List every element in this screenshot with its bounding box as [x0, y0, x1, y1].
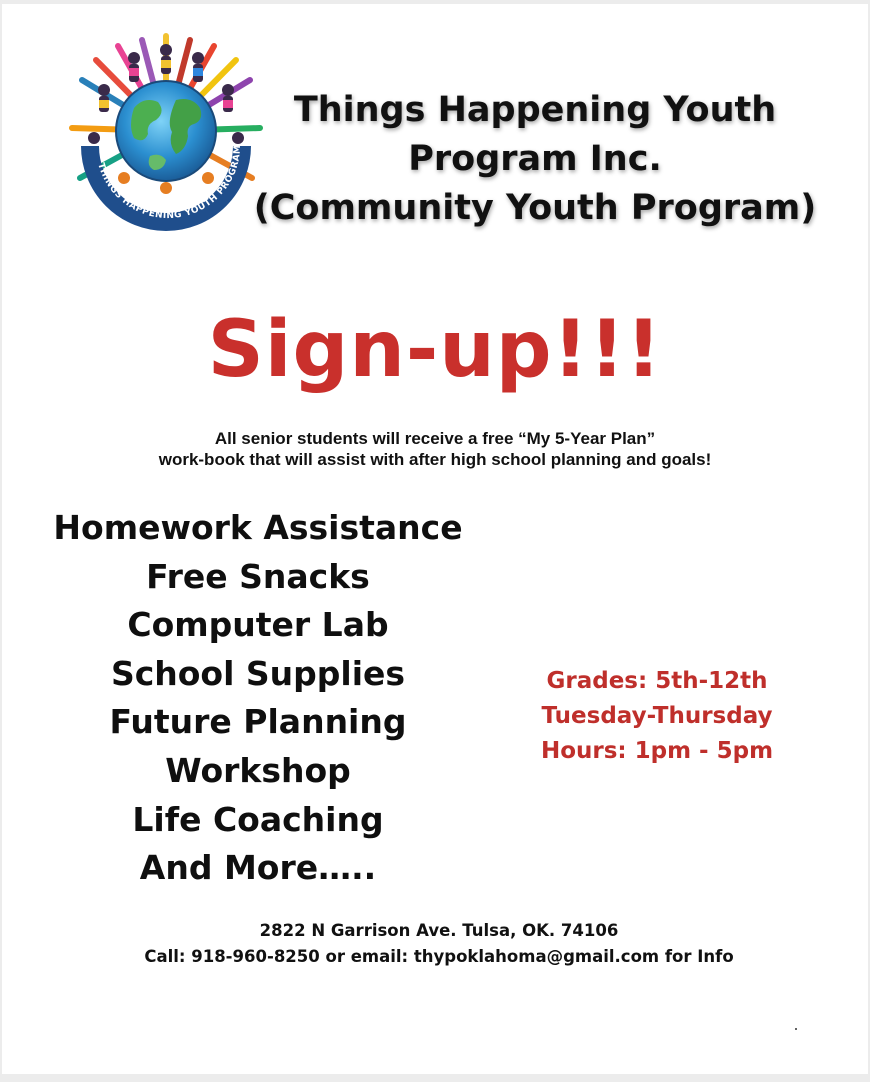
org-title-line-3: (Community Youth Program): [253, 188, 817, 228]
service-item: Future Planning: [109, 702, 407, 742]
senior-students-note: [2, 428, 868, 470]
service-item: Life Coaching: [132, 799, 384, 839]
services-list: [10, 504, 506, 893]
logo-ring-text: THINGS HAPPENING YOUTH PROGRAM: [95, 144, 244, 222]
service-item: And More…..: [139, 848, 377, 888]
hours-text: Hours: 1pm - 5pm: [540, 738, 774, 764]
org-title-line-2: Program Inc.: [408, 139, 662, 179]
grades-text: Grades: 5th-12th: [546, 668, 768, 694]
address-text: 2822 N Garrison Ave. Tulsa, OK. 74106: [259, 921, 619, 940]
contact-line: Call: 918-960-8250 or email: thypoklahoma@gmail.com for Info: [144, 947, 734, 966]
service-item: Computer Lab: [127, 605, 389, 645]
org-title-line-1: Things Happening Youth: [293, 90, 777, 130]
program-logo: [64, 28, 268, 234]
contact-info: [2, 918, 870, 970]
senior-note-line-1: All senior students will receive a free “My 5-Year Plan”: [214, 429, 656, 448]
service-item: Free Snacks: [146, 556, 370, 596]
service-item: Workshop: [165, 750, 351, 790]
signup-headline: Sign-up!!!: [207, 305, 663, 395]
globe-logo-icon: [64, 28, 268, 234]
service-item: Homework Assistance: [53, 508, 463, 547]
flyer-page: [2, 4, 868, 1074]
senior-note-line-2: work-book that will assist with after high school planning and goals!: [158, 450, 712, 469]
days-text: Tuesday-Thursday: [541, 703, 773, 729]
stray-dot: [795, 1028, 797, 1030]
schedule-info: [502, 664, 812, 769]
service-item: School Supplies: [110, 653, 406, 693]
organization-title: [240, 86, 830, 233]
